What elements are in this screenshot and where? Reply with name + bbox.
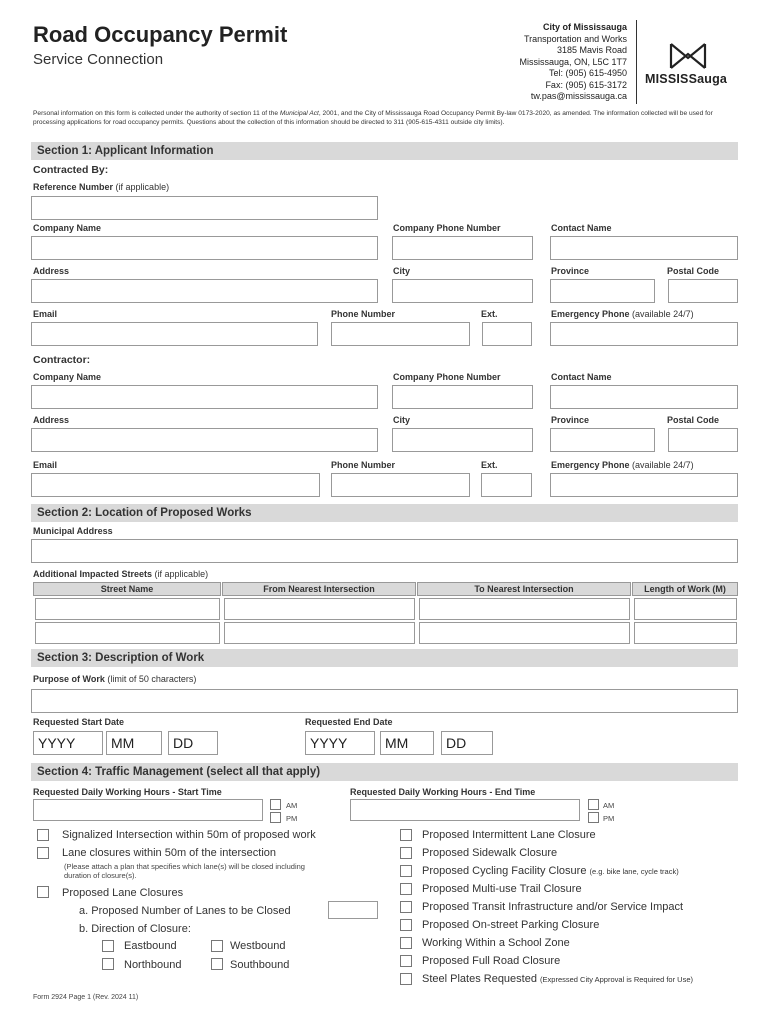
start-date-year-input[interactable]: YYYY: [33, 731, 103, 755]
westbound-checkbox[interactable]: [211, 940, 223, 952]
end-am-checkbox[interactable]: [588, 799, 599, 810]
province-label: Province: [551, 266, 590, 276]
contractor-postal-code-input[interactable]: [668, 428, 738, 452]
city-label: City: [393, 266, 411, 276]
province-input[interactable]: [550, 279, 655, 303]
municipal-address-input[interactable]: [31, 539, 738, 563]
form-subtitle: Service Connection: [33, 51, 164, 68]
start-am-label: AM: [286, 801, 298, 810]
contracted-by-label: Contracted By:: [33, 164, 109, 176]
contact-name-label: Contact Name: [551, 223, 612, 233]
start-date-day-input[interactable]: DD: [168, 731, 218, 755]
company-phone-input[interactable]: [392, 236, 533, 260]
northbound-checkbox[interactable]: [102, 958, 114, 970]
end-time-label: Requested Daily Working Hours - End Time: [350, 787, 536, 797]
eastbound-checkbox[interactable]: [102, 940, 114, 952]
emergency-phone-input[interactable]: [550, 322, 738, 346]
contractor-phone-input[interactable]: [331, 473, 470, 497]
steel-plates-checkbox[interactable]: [400, 973, 412, 985]
contractor-ext-label: Ext.: [481, 460, 498, 470]
num-lanes-label: a. Proposed Number of Lanes to be Closed: [79, 905, 291, 917]
contractor-contact-name-label: Contact Name: [551, 372, 612, 382]
contractor-company-name-label: Company Name: [33, 372, 102, 382]
end-date-day-input[interactable]: DD: [441, 731, 493, 755]
contractor-postal-code-label: Postal Code: [667, 415, 720, 425]
logo-wordmark: MISSISSauga: [645, 72, 728, 86]
sidewalk-closure-checkbox[interactable]: [400, 847, 412, 859]
street-name-input-1[interactable]: [35, 598, 220, 620]
col-from-intersection: From Nearest Intersection: [222, 582, 416, 596]
address-label: Address: [33, 266, 70, 276]
contractor-contact-name-input[interactable]: [550, 385, 738, 409]
purpose-of-work-label: Purpose of Work (limit of 50 characters): [33, 674, 197, 684]
contractor-company-name-input[interactable]: [31, 385, 378, 409]
transit-impact-label: Proposed Transit Infrastructure and/or Service Impact: [422, 901, 684, 913]
contractor-province-input[interactable]: [550, 428, 655, 452]
to-intersection-input-1[interactable]: [419, 598, 630, 620]
intermittent-lane-closure-label: Proposed Intermittent Lane Closure: [422, 829, 596, 841]
start-date-month-input[interactable]: MM: [106, 731, 162, 755]
proposed-lane-closures-checkbox[interactable]: [37, 886, 49, 898]
contractor-city-label: City: [393, 415, 411, 425]
lane-closures-intersection-checkbox[interactable]: [37, 847, 49, 859]
lane-closures-intersection-label: Lane closures within 50m of the intersection: [62, 847, 277, 859]
postal-code-input[interactable]: [668, 279, 738, 303]
col-to-intersection: To Nearest Intersection: [417, 582, 631, 596]
reference-number-input[interactable]: [31, 196, 378, 220]
postal-code-label: Postal Code: [667, 266, 720, 276]
end-date-label: Requested End Date: [305, 717, 393, 727]
cycling-facility-closure-checkbox[interactable]: [400, 865, 412, 877]
northbound-label: Northbound: [124, 959, 182, 971]
multi-use-trail-closure-label: Proposed Multi-use Trail Closure: [422, 883, 582, 895]
contractor-city-input[interactable]: [392, 428, 533, 452]
form-title: Road Occupancy Permit: [33, 22, 288, 47]
header-divider: [636, 20, 637, 104]
reference-number-label: Reference Number (if applicable): [33, 182, 170, 192]
email-input[interactable]: [31, 322, 318, 346]
mississauga-logo-icon: [668, 42, 708, 70]
southbound-label: Southbound: [230, 959, 290, 971]
start-date-label: Requested Start Date: [33, 717, 125, 727]
email-label: Email: [33, 309, 58, 319]
end-date-month-input[interactable]: MM: [380, 731, 434, 755]
transit-impact-checkbox[interactable]: [400, 901, 412, 913]
westbound-label: Westbound: [230, 940, 286, 952]
sidewalk-closure-label: Proposed Sidewalk Closure: [422, 847, 558, 859]
address-input[interactable]: [31, 279, 378, 303]
emergency-phone-label: Emergency Phone (available 24/7): [551, 309, 694, 319]
ext-label: Ext.: [481, 309, 498, 319]
contractor-emergency-input[interactable]: [550, 473, 738, 497]
contractor-phone-label: Phone Number: [331, 460, 396, 470]
direction-label: b. Direction of Closure:: [79, 923, 191, 935]
full-road-closure-label: Proposed Full Road Closure: [422, 955, 561, 967]
contractor-company-phone-input[interactable]: [392, 385, 533, 409]
section-2-header: Section 2: Location of Proposed Works: [31, 504, 738, 522]
school-zone-label: Working Within a School Zone: [422, 937, 570, 949]
additional-streets-label: Additional Impacted Streets (if applicable): [33, 569, 209, 579]
contractor-label: Contractor:: [33, 354, 91, 366]
num-lanes-input[interactable]: [328, 901, 378, 919]
from-intersection-input-1[interactable]: [224, 598, 415, 620]
end-time-input[interactable]: [350, 799, 580, 821]
phone-number-input[interactable]: [331, 322, 470, 346]
col-length-of-work: Length of Work (M): [632, 582, 738, 596]
full-road-closure-checkbox[interactable]: [400, 955, 412, 967]
from-intersection-input-2[interactable]: [224, 622, 415, 644]
company-name-input[interactable]: [31, 236, 378, 260]
to-intersection-input-2[interactable]: [419, 622, 630, 644]
start-pm-checkbox[interactable]: [270, 812, 281, 823]
city-input[interactable]: [392, 279, 533, 303]
length-of-work-input-1[interactable]: [634, 598, 737, 620]
form-footer: Form 2924 Page 1 (Rev. 2024 11): [33, 994, 139, 1001]
cycling-facility-closure-label: Proposed Cycling Facility Closure (e.g. bike lane, cycle track): [422, 865, 679, 877]
phone-number-label: Phone Number: [331, 309, 396, 319]
intermittent-lane-closure-checkbox[interactable]: [400, 829, 412, 841]
start-am-checkbox[interactable]: [270, 799, 281, 810]
school-zone-checkbox[interactable]: [400, 937, 412, 949]
street-name-input-2[interactable]: [35, 622, 220, 644]
on-street-parking-closure-label: Proposed On-street Parking Closure: [422, 919, 600, 931]
on-street-parking-closure-checkbox[interactable]: [400, 919, 412, 931]
section-4-header: Section 4: Traffic Management (select all that apply): [31, 763, 738, 781]
contractor-ext-input[interactable]: [481, 473, 532, 497]
contractor-email-label: Email: [33, 460, 58, 470]
contractor-emergency-label: Emergency Phone (available 24/7): [551, 460, 694, 470]
municipal-address-label: Municipal Address: [33, 526, 113, 536]
privacy-notice: Personal information on this form is collected under the authority of section 11 of the Municipal Act, 2001, and the City of Mississauga Road Occupancy Permit By-law 0173-2020, as amended. The information collected will be used for processing applications for road occupancy permits. Questions about the collection of this information should be directed to 311 (905-615-4311 outside city limits).: [33, 110, 713, 126]
section-3-header: Section 3: Description of Work: [31, 649, 738, 667]
end-pm-label: PM: [603, 814, 615, 823]
contractor-province-label: Province: [551, 415, 590, 425]
eastbound-label: Eastbound: [124, 940, 177, 952]
contractor-email-input[interactable]: [31, 473, 320, 497]
lane-closures-note: (Please attach a plan that specifies which lane(s) will be closed including duration of closure(s).: [64, 862, 305, 880]
company-phone-label: Company Phone Number: [393, 223, 501, 233]
end-date-year-input[interactable]: YYYY: [305, 731, 375, 755]
multi-use-trail-closure-checkbox[interactable]: [400, 883, 412, 895]
southbound-checkbox[interactable]: [211, 958, 223, 970]
signalized-intersection-label: Signalized Intersection within 50m of proposed work: [62, 829, 316, 841]
contractor-address-input[interactable]: [31, 428, 378, 452]
start-time-input[interactable]: [33, 799, 263, 821]
contact-name-input[interactable]: [550, 236, 738, 260]
purpose-of-work-input[interactable]: [31, 689, 738, 713]
company-name-label: Company Name: [33, 223, 102, 233]
contractor-company-phone-label: Company Phone Number: [393, 372, 501, 382]
proposed-lane-closures-label: Proposed Lane Closures: [62, 887, 184, 899]
ext-input[interactable]: [482, 322, 532, 346]
steel-plates-label: Steel Plates Requested (Expressed City Approval is Required for Use): [422, 973, 694, 985]
col-street-name: Street Name: [33, 582, 221, 596]
end-pm-checkbox[interactable]: [588, 812, 599, 823]
end-am-label: AM: [603, 801, 615, 810]
contractor-address-label: Address: [33, 415, 70, 425]
signalized-intersection-checkbox[interactable]: [37, 829, 49, 841]
section-1-header: Section 1: Applicant Information: [31, 142, 738, 160]
start-pm-label: PM: [286, 814, 298, 823]
city-address: City of Mississauga Transportation and Works 3185 Mavis Road Mississauga, ON, L5C 1T7 Tel: (905) 615-4950 Fax: (905) 615-3172 tw.pas@mississauga.ca: [519, 22, 627, 101]
length-of-work-input-2[interactable]: [634, 622, 737, 644]
start-time-label: Requested Daily Working Hours - Start Time: [33, 787, 222, 797]
